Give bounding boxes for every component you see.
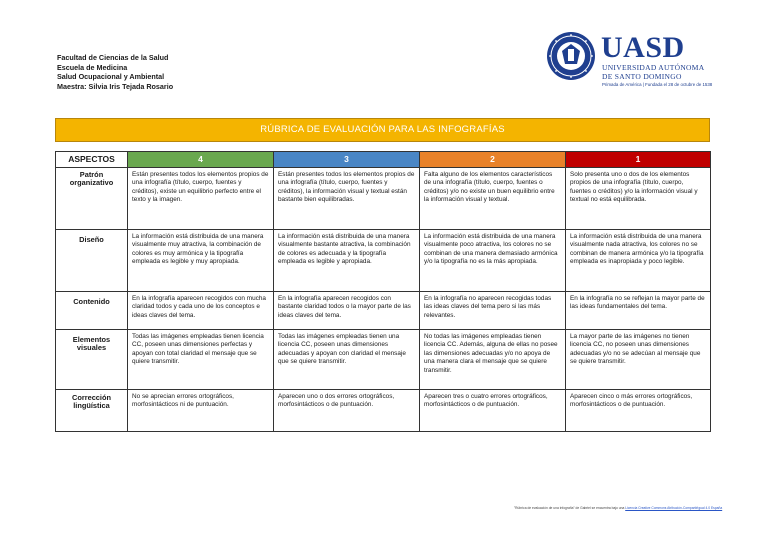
criterion-cell: En la infografía aparecen recogidos con mucha claridad todos y cada uno de los conceptos e ideas claves del tema. [128, 292, 274, 330]
aspect-label: Patrón organizativo [56, 168, 128, 230]
header-line-school: Escuela de Medicina [57, 62, 128, 72]
level-1-header: 1 [566, 152, 711, 168]
faculty-header [57, 53, 173, 91]
criterion-cell: No se aprecian errores ortográficos, morfosintácticos ni de puntuación. [128, 390, 274, 432]
header-line-teacher: Maestra: Silvia Iris Tejada Rosario [57, 81, 174, 91]
criterion-cell: Todas las imágenes empleadas tienen licencia CC, poseen unas dimensiones perfectas y apoyan con total claridad el mensaje que se quiere transmitir. [128, 330, 274, 390]
header-line-course: Salud Ocupacional y Ambiental [57, 72, 165, 82]
uasd-full-name-line1: UNIVERSIDAD AUTÓNOMA [602, 63, 705, 72]
criterion-cell: En la infografía no se reflejan la mayor parte de las ideas fundamentales del tema. [566, 292, 711, 330]
aspect-label: Contenido [56, 292, 128, 330]
table-row [56, 168, 711, 230]
uasd-wordmark: UASD [601, 31, 685, 64]
level-3-header: 3 [274, 152, 420, 168]
table-row [56, 292, 711, 330]
criterion-cell: En la infografía aparecen recogidos con bastante claridad todos o la mayor parte de las ideas claves del tema. [274, 292, 420, 330]
table-row [56, 330, 711, 390]
rubric-title: RÚBRICA DE EVALUACIÓN PARA LAS INFOGRAFÍAS [55, 118, 710, 142]
license-link[interactable]: Licencia Creative Commons Atribución-CompartirIgual 4.0 España [625, 506, 723, 510]
criterion-cell: Aparecen tres o cuatro errores ortográficos, morfosintácticos o de puntuación. [420, 390, 566, 432]
uasd-tagline: Primada de América | Fundada el 28 de octubre de 1538 [602, 82, 713, 87]
criterion-cell: Están presentes todos los elementos propios de una infografía (título, cuerpo, fuentes y créditos), existe un equilibrio perfecto entre el texto y la imagen. [128, 168, 274, 230]
aspect-label: Diseño [56, 230, 128, 292]
aspect-label: Elementos visuales [56, 330, 128, 390]
uasd-full-name-line2: DE SANTO DOMINGO [602, 71, 682, 81]
rubric-table [55, 151, 711, 432]
university-seal-icon [546, 31, 596, 81]
aspect-label: Corrección lingüística [56, 390, 128, 432]
criterion-cell: Están presentes todos los elementos propios de una infografía (título, cuerpo, fuentes y créditos), la información visual y textual están bastante bien equilibradas. [274, 168, 420, 230]
criterion-cell: Solo presenta uno o dos de los elementos propios de una infografía (título, cuerpo, fuentes o créditos) y/o la información visual y textual no está equilibrada. [566, 168, 711, 230]
criterion-cell: Falta alguno de los elementos característicos de una infografía (título, cuerpo, fuentes o créditos) y/o no existe un buen equilibrio entre la información visual y textual. [420, 168, 566, 230]
criterion-cell: No todas las imágenes empleadas tienen licencia CC. Además, alguna de ellas no posee las dimensiones adecuadas y/o no apoya de una manera clara el mensaje que se quiere transmitir. [420, 330, 566, 390]
aspects-header: ASPECTOS [56, 152, 128, 168]
uasd-logo [546, 31, 766, 101]
criterion-cell: La información está distribuida de una manera visualmente poco atractiva, los colores no se combinan de una manera demasiado armónica y/o la tipografía no es la más apropiada. [420, 230, 566, 292]
header-line-faculty: Facultad de Ciencias de la Salud [57, 53, 169, 62]
criterion-cell: La información está distribuida de una manera visualmente nada atractiva, los colores no se combinan de manera armónica y/o la tipografía empleada es inapropiada y poco legible. [566, 230, 711, 292]
table-row [56, 390, 711, 432]
rubric-header-row [56, 152, 711, 168]
criterion-cell: Aparecen cinco o más errores ortográficos, morfosintácticos o de puntuación. [566, 390, 711, 432]
criterion-cell: En la infografía no aparecen recogidas todas las ideas claves del tema pero si las más relevantes. [420, 292, 566, 330]
criterion-cell: La información está distribuida de una manera visualmente muy atractiva, la combinación de colores es muy armónica y la tipografía empleada es legible y muy apropiada. [128, 230, 274, 292]
uasd-full-name [602, 64, 704, 81]
criterion-cell: La mayor parte de las imágenes no tienen licencia CC, no poseen unas dimensiones adecuadas y/o no se adecúan al mensaje que se quiere transmitir. [566, 330, 711, 390]
criterion-cell: Aparecen uno o dos errores ortográficos, morfosintácticos o de puntuación. [274, 390, 420, 432]
table-row [56, 230, 711, 292]
license-note [514, 506, 722, 510]
level-4-header: 4 [128, 152, 274, 168]
license-text: "Rúbrica de evaluación de una infografía" de Gabriel se encuentra bajo una [514, 506, 625, 510]
criterion-cell: La información está distribuida de una manera visualmente bastante atractiva, la combinación de colores es adecuada y la tipografía empleada es legible y apropiada. [274, 230, 420, 292]
level-2-header: 2 [420, 152, 566, 168]
criterion-cell: Todas las imágenes empleadas tienen una licencia CC, poseen unas dimensiones adecuadas y apoyan con claridad el mensaje que se quiere transmitir. [274, 330, 420, 390]
